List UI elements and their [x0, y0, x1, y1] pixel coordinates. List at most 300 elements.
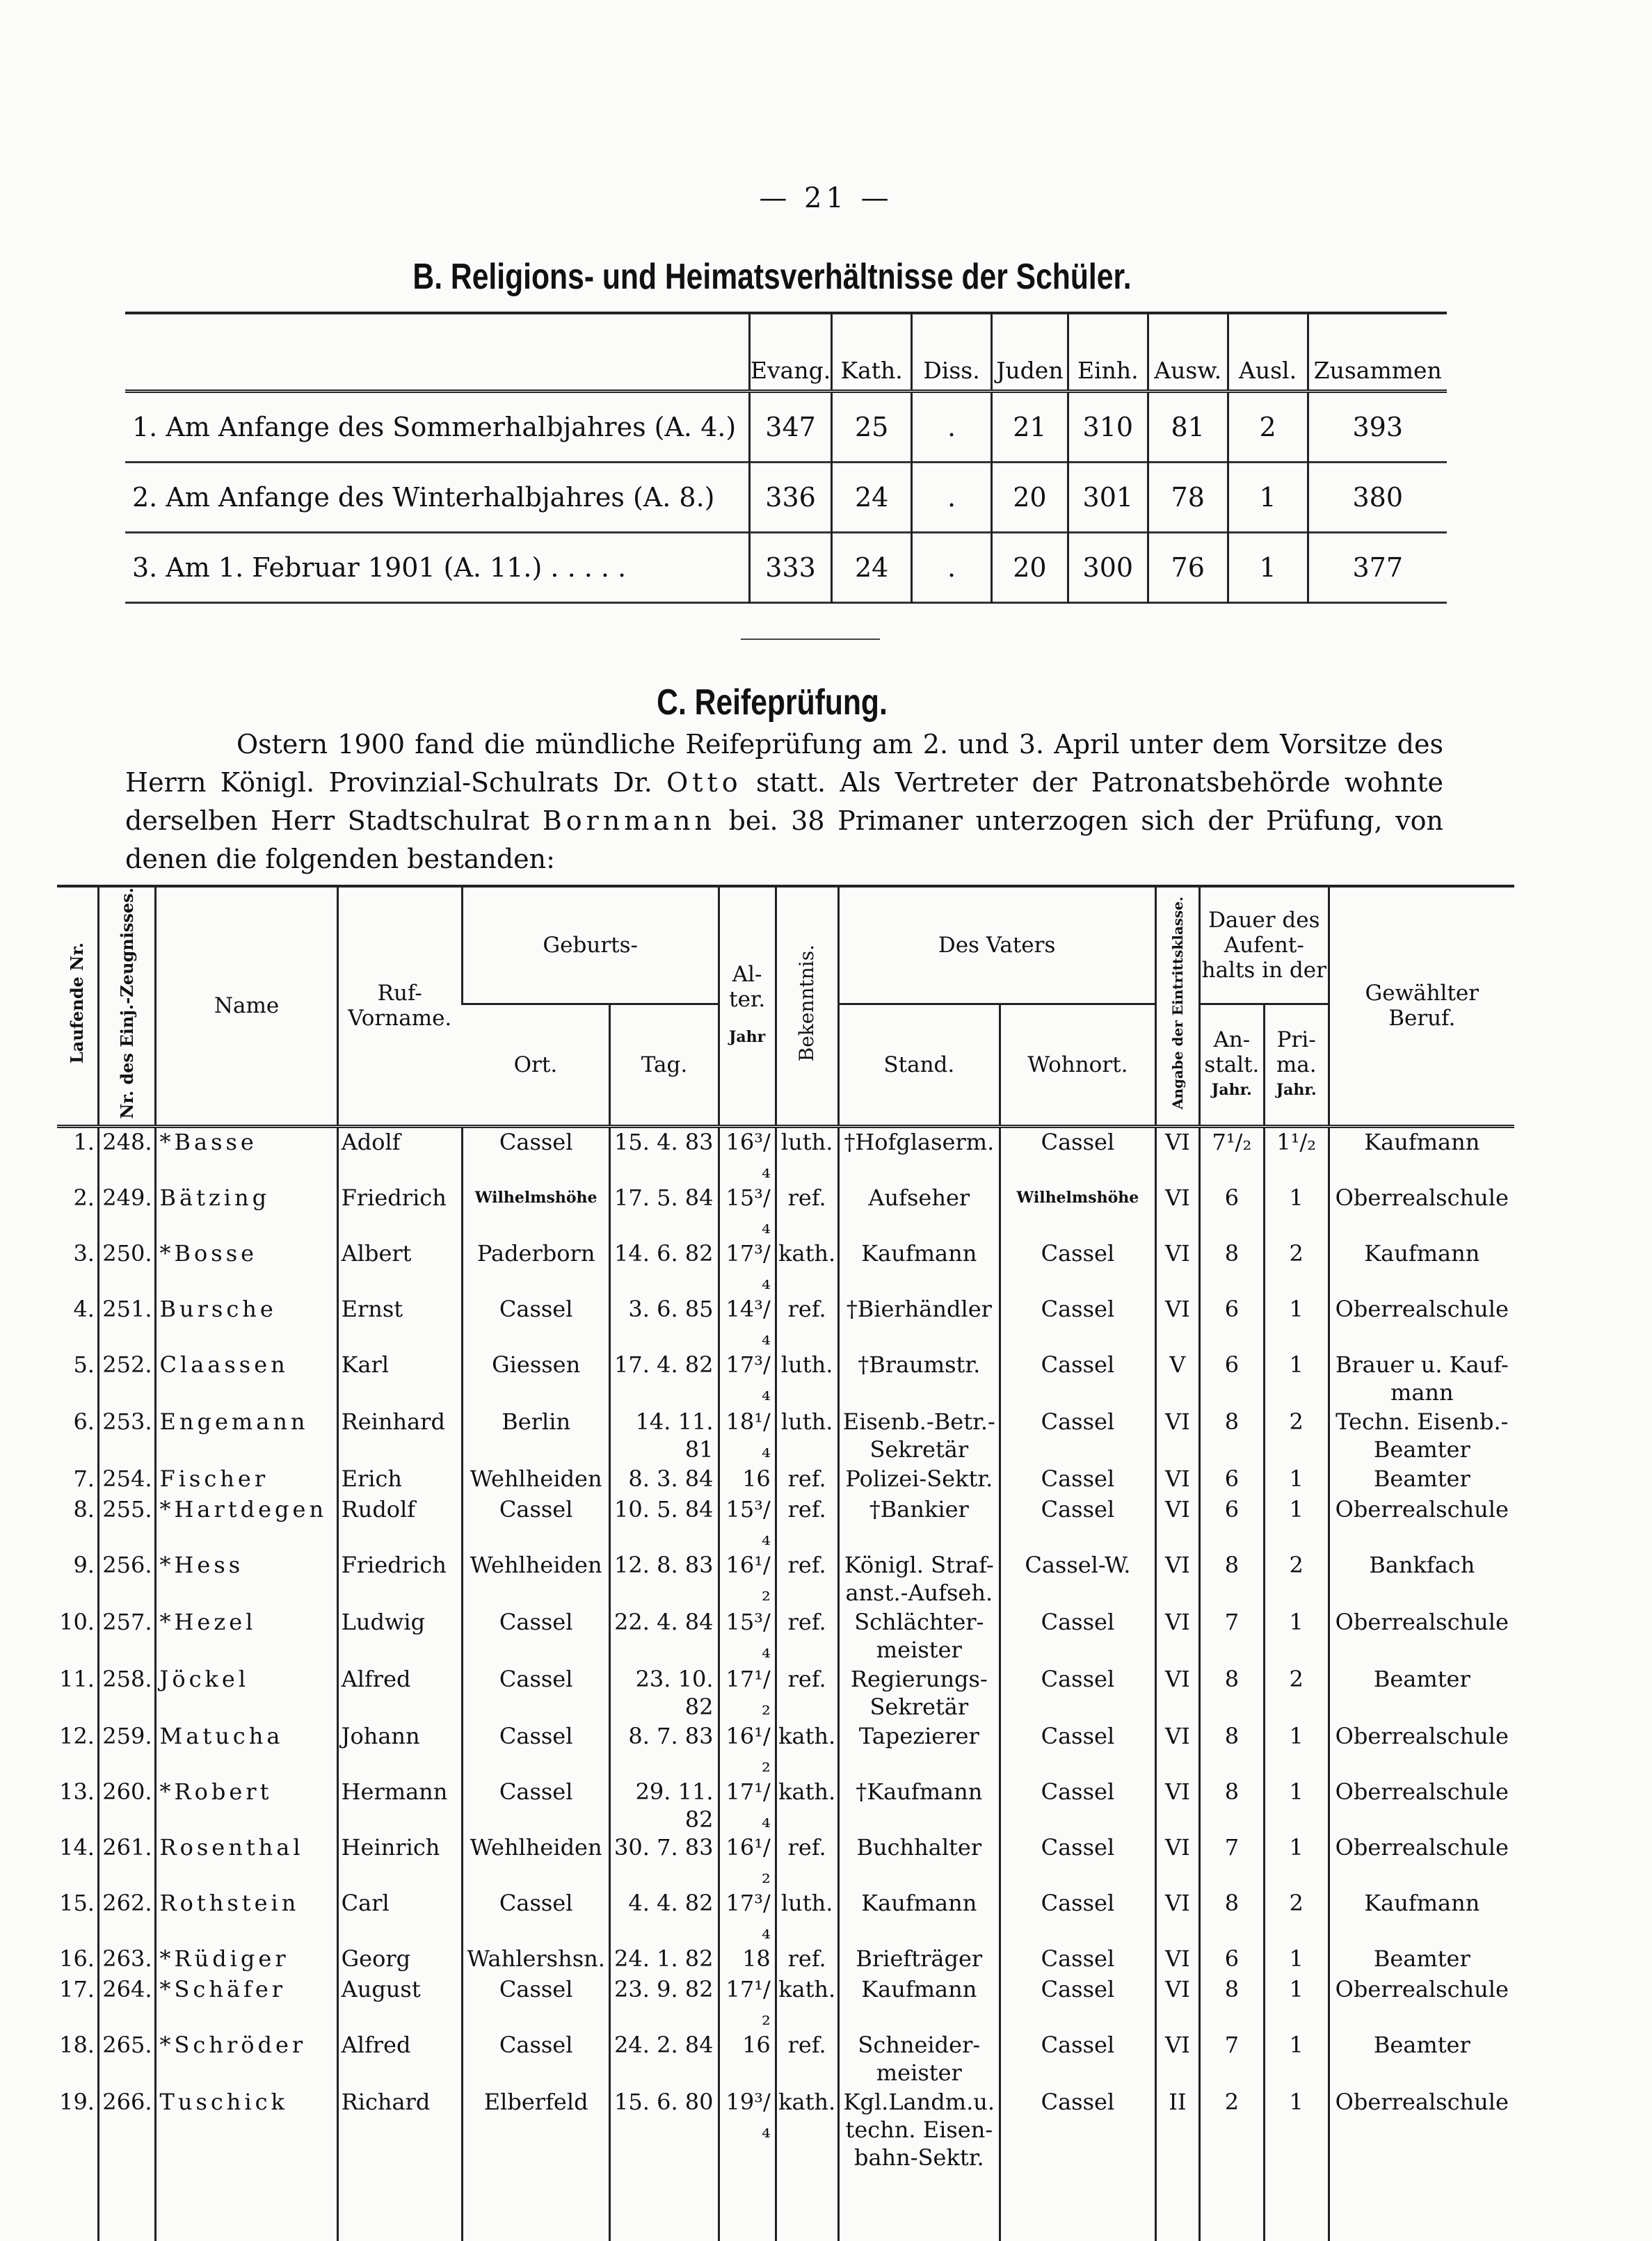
lfd-cell: 17.: [59, 1975, 95, 2002]
lfd-cell: 19.: [59, 2088, 95, 2115]
klasse-cell: VI: [1155, 1551, 1199, 1608]
klasse-cell: V: [1155, 1351, 1199, 1408]
section-c-heading: C. Reifeprüfung.: [657, 682, 888, 723]
header-anstalt: An- stalt. Jahr.: [1199, 1004, 1264, 1126]
section-b-heading: B. Religions- und Heimatsverhältnisse der Schüler.: [412, 257, 1132, 297]
nr-cell: 253.: [98, 1408, 156, 1465]
nr-cell: 248.: [98, 1126, 156, 1184]
col-kath: Kath.: [832, 313, 912, 392]
prima-cell: 2: [1264, 1889, 1329, 1945]
row-value: 24: [832, 463, 912, 533]
ort-cell: Cassel: [462, 1495, 610, 1551]
lfd-cell: 8.: [73, 1495, 95, 1523]
beruf-cell: Kaufmann: [1329, 1126, 1514, 1184]
stand-cell: †Braumstr.: [838, 1351, 1000, 1408]
row-value: .: [912, 533, 992, 603]
tag-cell: 4. 4. 82: [610, 1889, 719, 1945]
tag-cell: 29. 11. 82: [610, 1778, 719, 1833]
prima-cell: 1: [1264, 2088, 1329, 2171]
wohnort-cell: Cassel: [1000, 1722, 1156, 1778]
header-wohnort: Wohnort.: [1000, 1004, 1156, 1126]
nr-cell: 257.: [98, 1608, 156, 1665]
klasse-cell: VI: [1155, 1665, 1199, 1722]
vorname-cell: Reinhard: [337, 1408, 462, 1465]
ort-cell: Wilhelmshöhe: [462, 1184, 610, 1239]
prima-cell: 1: [1264, 1295, 1329, 1351]
beruf-cell: Beamter: [1329, 1465, 1514, 1495]
klasse-cell: VI: [1155, 1184, 1199, 1239]
anstalt-cell: 8: [1199, 1239, 1264, 1295]
alter-cell: 17¹/₄: [719, 1778, 776, 1833]
nr-cell: 265.: [98, 2031, 156, 2088]
stand-cell: Kaufmann: [838, 1239, 1000, 1295]
header-name: Name: [156, 886, 337, 1126]
col-ausw: Ausw.: [1148, 313, 1228, 392]
row-value: 347: [749, 392, 831, 463]
anstalt-cell: 8: [1199, 1889, 1264, 1945]
header-blank: [125, 313, 749, 392]
beruf-cell: Beamter: [1329, 1945, 1514, 1975]
empty-cell: [776, 2171, 838, 2241]
anstalt-cell: 6: [1199, 1945, 1264, 1975]
nr-cell: 254.: [98, 1465, 156, 1495]
beruf-cell: Beamter: [1329, 1665, 1514, 1722]
row-value: 78: [1148, 463, 1228, 533]
col-evang: Evang.: [749, 313, 831, 392]
vorname-cell: Ludwig: [337, 1608, 462, 1665]
alter-cell: 15³/₄: [719, 1184, 776, 1239]
wohnort-cell: Cassel: [1000, 1495, 1156, 1551]
alter-cell: 16¹/₂: [719, 1833, 776, 1889]
lfd-cell: 18.: [59, 2031, 95, 2058]
row-value: 380: [1308, 463, 1447, 533]
beruf-cell: Oberrealschule: [1329, 1184, 1514, 1239]
graduate-row: [57, 2088, 1514, 2171]
row-value: 377: [1308, 533, 1447, 603]
examiner-name: Otto: [666, 767, 742, 798]
ort-cell: Berlin: [462, 1408, 610, 1465]
vorname-cell: Karl: [337, 1351, 462, 1408]
row-value: 1: [1228, 533, 1308, 603]
ort-cell: Cassel: [462, 1126, 610, 1184]
bekenntnis-cell: ref.: [776, 2031, 838, 2088]
lfd-cell: 10.: [59, 1608, 95, 1635]
prima-cell: 1: [1264, 1722, 1329, 1778]
anstalt-cell: 6: [1199, 1495, 1264, 1551]
tag-cell: 17. 5. 84: [610, 1184, 719, 1239]
wohnort-cell: Cassel: [1000, 2088, 1156, 2171]
name-cell: *Robert: [156, 1778, 337, 1833]
paragraph-text-1: Ostern 1900 fand die mündliche Reifeprüfung am 2. und 3. April unter dem Vorsitze des Herrn Königl. Provinzial-Schulrats Dr.: [125, 729, 1443, 798]
stand-cell: Eisenb.-Betr.-Sekretär: [838, 1408, 1000, 1465]
nr-cell: 252.: [98, 1351, 156, 1408]
tag-cell: 15. 4. 83: [610, 1126, 719, 1184]
vorname-cell: Friedrich: [337, 1551, 462, 1608]
stand-cell: Polizei-Sektr.: [838, 1465, 1000, 1495]
beruf-cell: Oberrealschule: [1329, 1608, 1514, 1665]
header-eintrittsklasse: Angabe der Eintrittsklasse.: [1155, 886, 1199, 1126]
klasse-cell: VI: [1155, 1778, 1199, 1833]
header-alter: Al- ter. Jahr: [719, 886, 776, 1126]
tag-cell: 17. 4. 82: [610, 1351, 719, 1408]
lfd-cell: 4.: [73, 1295, 95, 1322]
col-ausl: Ausl.: [1228, 313, 1308, 392]
tag-cell: 23. 9. 82: [610, 1975, 719, 2031]
row-label: 3. Am 1. Februar 1901 (A. 11.) . . . . .: [132, 552, 627, 583]
ort-cell: Wehlheiden: [462, 1551, 610, 1608]
tag-cell: 14. 11. 81: [610, 1408, 719, 1465]
graduate-row: [57, 1126, 1514, 1184]
name-cell: Claassen: [156, 1351, 337, 1408]
prima-cell: 1: [1264, 1833, 1329, 1889]
lfd-cell: 15.: [59, 1889, 95, 1916]
klasse-cell: VI: [1155, 1239, 1199, 1295]
klasse-cell: VI: [1155, 1889, 1199, 1945]
lfd-cell: 1.: [73, 1128, 95, 1155]
stand-cell: Regierungs-Sekretär: [838, 1665, 1000, 1722]
anstalt-cell: 7: [1199, 1833, 1264, 1889]
row-label: 1. Am Anfange des Sommerhalbjahres (A. 4.): [132, 412, 737, 442]
row-value: 2: [1228, 392, 1308, 463]
bekenntnis-cell: ref.: [776, 1833, 838, 1889]
header-des-vaters: Des Vaters: [838, 886, 1155, 1004]
anstalt-cell: 8: [1199, 1551, 1264, 1608]
lfd-cell: 6.: [73, 1408, 95, 1435]
vorname-cell: Alfred: [337, 2031, 462, 2088]
lfd-cell: 3.: [73, 1239, 95, 1267]
name-cell: *Hartdegen: [156, 1495, 337, 1551]
beruf-cell: Oberrealschule: [1329, 1722, 1514, 1778]
prima-cell: 2: [1264, 1408, 1329, 1465]
bekenntnis-cell: kath.: [776, 1975, 838, 2031]
vorname-cell: Albert: [337, 1239, 462, 1295]
prima-cell: 2: [1264, 1551, 1329, 1608]
bekenntnis-cell: luth.: [776, 1351, 838, 1408]
klasse-cell: VI: [1155, 1833, 1199, 1889]
beruf-cell: Oberrealschule: [1329, 1833, 1514, 1889]
beruf-cell: Oberrealschule: [1329, 1778, 1514, 1833]
vorname-cell: Rudolf: [337, 1495, 462, 1551]
lfd-cell: 14.: [59, 1833, 95, 1861]
table-filler-row: [57, 2171, 1514, 2241]
religion-table-header: [125, 313, 1447, 392]
row-value: 25: [832, 392, 912, 463]
wohnort-cell: Cassel: [1000, 1465, 1156, 1495]
bekenntnis-cell: ref.: [776, 1945, 838, 1975]
header-ort: Ort.: [462, 1004, 610, 1126]
row-label: 2. Am Anfange des Winterhalbjahres (A. 8.): [132, 482, 715, 513]
wohnort-cell: Cassel-W.: [1000, 1551, 1156, 1608]
stand-cell: Schneider-meister: [838, 2031, 1000, 2088]
stand-cell: Briefträger: [838, 1945, 1000, 1975]
ort-cell: Cassel: [462, 2031, 610, 2088]
religion-row: [125, 392, 1447, 463]
anstalt-cell: 6: [1199, 1184, 1264, 1239]
row-value: 81: [1148, 392, 1228, 463]
prima-cell: 1: [1264, 1465, 1329, 1495]
ort-cell: Cassel: [462, 1295, 610, 1351]
bekenntnis-cell: ref.: [776, 1495, 838, 1551]
nr-cell: 249.: [98, 1184, 156, 1239]
beruf-cell: Bankfach: [1329, 1551, 1514, 1608]
graduate-row: [57, 1495, 1514, 1551]
tag-cell: 14. 6. 82: [610, 1239, 719, 1295]
graduate-row: [57, 1665, 1514, 1722]
header-bekenntnis: Bekenntnis.: [776, 886, 838, 1126]
vorname-cell: Friedrich: [337, 1184, 462, 1239]
nr-cell: 264.: [98, 1975, 156, 2031]
alter-cell: 17³/₄: [719, 1351, 776, 1408]
klasse-cell: VI: [1155, 2031, 1199, 2088]
vorname-cell: August: [337, 1975, 462, 2031]
religion-row: [125, 463, 1447, 533]
religion-row: [125, 533, 1447, 603]
graduate-row: [57, 1833, 1514, 1889]
graduate-row: [57, 1889, 1514, 1945]
alter-cell: 16: [719, 1465, 776, 1495]
beruf-cell: Kaufmann: [1329, 1889, 1514, 1945]
name-cell: Tuschick: [156, 2088, 337, 2171]
tag-cell: 8. 7. 83: [610, 1722, 719, 1778]
lfd-cell: 7.: [73, 1465, 95, 1492]
row-value: 310: [1068, 392, 1148, 463]
wohnort-cell: Cassel: [1000, 1608, 1156, 1665]
anstalt-cell: 6: [1199, 1351, 1264, 1408]
lfd-cell: 2.: [73, 1184, 95, 1211]
nr-cell: 259.: [98, 1722, 156, 1778]
wohnort-cell: Cassel: [1000, 1295, 1156, 1351]
ort-cell: Cassel: [462, 1889, 610, 1945]
name-cell: Bätzing: [156, 1184, 337, 1239]
wohnort-cell: Cassel: [1000, 1351, 1156, 1408]
alter-cell: 16¹/₂: [719, 1551, 776, 1608]
empty-cell: [337, 2171, 462, 2241]
tag-cell: 24. 2. 84: [610, 2031, 719, 2088]
ort-cell: Giessen: [462, 1351, 610, 1408]
stand-cell: Kgl.Landm.u. techn. Eisen-bahn-Sektr.: [838, 2088, 1000, 2171]
vorname-cell: Hermann: [337, 1778, 462, 1833]
nr-cell: 266.: [98, 2088, 156, 2171]
stand-cell: †Kaufmann: [838, 1778, 1000, 1833]
klasse-cell: VI: [1155, 1465, 1199, 1495]
wohnort-cell: Cassel: [1000, 1408, 1156, 1465]
graduate-row: [57, 1239, 1514, 1295]
wohnort-cell: Cassel: [1000, 1945, 1156, 1975]
vorname-cell: Richard: [337, 2088, 462, 2171]
nr-cell: 255.: [98, 1495, 156, 1551]
exam-paragraph: [125, 725, 1443, 878]
klasse-cell: II: [1155, 2088, 1199, 2171]
bekenntnis-cell: ref.: [776, 1465, 838, 1495]
empty-cell: [838, 2171, 1000, 2241]
lfd-cell: 9.: [73, 1551, 95, 1578]
tag-cell: 10. 5. 84: [610, 1495, 719, 1551]
stand-cell: Schlächter-meister: [838, 1608, 1000, 1665]
wohnort-cell: Cassel: [1000, 1239, 1156, 1295]
empty-cell: [610, 2171, 719, 2241]
graduate-row: [57, 1608, 1514, 1665]
empty-cell: [1329, 2171, 1514, 2241]
paragraph-text-3: bei. 38 Primaner unterzogen sich der Prüfung, von denen die folgenden bestanden:: [125, 805, 1443, 874]
alter-cell: 15³/₄: [719, 1495, 776, 1551]
prima-cell: 1: [1264, 1351, 1329, 1408]
name-cell: *Rüdiger: [156, 1945, 337, 1975]
row-value: 336: [749, 463, 831, 533]
row-value: .: [912, 392, 992, 463]
header-prima: Pri- ma. Jahr.: [1264, 1004, 1329, 1126]
wohnort-cell: Cassel: [1000, 1126, 1156, 1184]
ort-cell: Cassel: [462, 1722, 610, 1778]
wohnort-cell: Cassel: [1000, 1889, 1156, 1945]
name-cell: *Schröder: [156, 2031, 337, 2088]
klasse-cell: VI: [1155, 1608, 1199, 1665]
klasse-cell: VI: [1155, 1126, 1199, 1184]
empty-cell: [57, 2171, 98, 2241]
graduate-row: [57, 1351, 1514, 1408]
stand-cell: Königl. Straf-anst.-Aufseh.: [838, 1551, 1000, 1608]
header-dauer: Dauer des Aufent- halts in der: [1199, 886, 1329, 1004]
header-rufvorname: Ruf- Vorname.: [337, 886, 462, 1126]
tag-cell: 23. 10. 82: [610, 1665, 719, 1722]
tag-cell: 24. 1. 82: [610, 1945, 719, 1975]
prima-cell: 1: [1264, 1608, 1329, 1665]
empty-cell: [1000, 2171, 1156, 2241]
anstalt-cell: 7: [1199, 2031, 1264, 2088]
beruf-cell: Brauer u. Kauf-mann: [1329, 1351, 1514, 1408]
name-cell: Bursche: [156, 1295, 337, 1351]
graduate-row: [57, 1551, 1514, 1608]
bekenntnis-cell: ref.: [776, 1608, 838, 1665]
bekenntnis-cell: luth.: [776, 1408, 838, 1465]
tag-cell: 30. 7. 83: [610, 1833, 719, 1889]
ort-cell: Cassel: [462, 1975, 610, 2031]
anstalt-cell: 8: [1199, 1778, 1264, 1833]
bekenntnis-cell: kath.: [776, 1778, 838, 1833]
wohnort-cell: Wilhelmshöhe: [1000, 1184, 1156, 1239]
empty-cell: [1264, 2171, 1329, 2241]
row-value: 20: [991, 533, 1068, 603]
prima-cell: 1: [1264, 1778, 1329, 1833]
stand-cell: †Bierhändler: [838, 1295, 1000, 1351]
name-cell: Matucha: [156, 1722, 337, 1778]
klasse-cell: VI: [1155, 1408, 1199, 1465]
empty-cell: [156, 2171, 337, 2241]
tag-cell: 12. 8. 83: [610, 1551, 719, 1608]
prima-cell: 1: [1264, 2031, 1329, 2088]
bekenntnis-cell: kath.: [776, 1722, 838, 1778]
row-value: .: [912, 463, 992, 533]
graduate-row: [57, 1295, 1514, 1351]
alter-cell: 18: [719, 1945, 776, 1975]
row-value: 20: [991, 463, 1068, 533]
wohnort-cell: Cassel: [1000, 1833, 1156, 1889]
nr-cell: 260.: [98, 1778, 156, 1833]
graduate-row: [57, 1408, 1514, 1465]
header-tag: Tag.: [610, 1004, 719, 1126]
ort-cell: Cassel: [462, 1778, 610, 1833]
prima-cell: 2: [1264, 1239, 1329, 1295]
beruf-cell: Oberrealschule: [1329, 1295, 1514, 1351]
name-cell: *Bosse: [156, 1239, 337, 1295]
vorname-cell: Adolf: [337, 1126, 462, 1184]
col-zusammen: Zusammen: [1308, 313, 1447, 392]
anstalt-cell: 8: [1199, 1408, 1264, 1465]
name-cell: Jöckel: [156, 1665, 337, 1722]
col-diss: Diss.: [912, 313, 992, 392]
anstalt-cell: 8: [1199, 1722, 1264, 1778]
name-cell: *Hezel: [156, 1608, 337, 1665]
empty-cell: [98, 2171, 156, 2241]
header-laufende-nr: Laufende Nr.: [66, 942, 87, 1064]
bekenntnis-cell: luth.: [776, 1126, 838, 1184]
stand-cell: Kaufmann: [838, 1889, 1000, 1945]
wohnort-cell: Cassel: [1000, 1975, 1156, 2031]
name-cell: Engemann: [156, 1408, 337, 1465]
beruf-cell: Techn. Eisenb.-Beamter: [1329, 1408, 1514, 1465]
lfd-cell: 12.: [59, 1722, 95, 1749]
beruf-cell: Oberrealschule: [1329, 1975, 1514, 2031]
councillor-name: Bornmann: [542, 805, 716, 836]
graduate-row: [57, 1975, 1514, 2031]
vorname-cell: Johann: [337, 1722, 462, 1778]
col-einh: Einh.: [1068, 313, 1148, 392]
stand-cell: Aufseher: [838, 1184, 1000, 1239]
alter-cell: 16¹/₂: [719, 1722, 776, 1778]
name-cell: *Basse: [156, 1126, 337, 1184]
vorname-cell: Heinrich: [337, 1833, 462, 1889]
nr-cell: 251.: [98, 1295, 156, 1351]
tag-cell: 3. 6. 85: [610, 1295, 719, 1351]
empty-cell: [1199, 2171, 1264, 2241]
ort-cell: Cassel: [462, 1665, 610, 1722]
nr-cell: 256.: [98, 1551, 156, 1608]
prima-cell: 1: [1264, 1495, 1329, 1551]
row-value: 24: [832, 533, 912, 603]
prima-cell: 1: [1264, 1945, 1329, 1975]
beruf-cell: Oberrealschule: [1329, 2088, 1514, 2171]
empty-cell: [1155, 2171, 1199, 2241]
page-number: — 21 —: [759, 182, 893, 214]
bekenntnis-cell: ref.: [776, 1665, 838, 1722]
stand-cell: †Bankier: [838, 1495, 1000, 1551]
anstalt-cell: 6: [1199, 1295, 1264, 1351]
alter-cell: 14³/₄: [719, 1295, 776, 1351]
section-divider: [741, 638, 880, 640]
row-value: 301: [1068, 463, 1148, 533]
bekenntnis-cell: ref.: [776, 1184, 838, 1239]
klasse-cell: VI: [1155, 1975, 1199, 2031]
prima-cell: 1¹/₂: [1264, 1126, 1329, 1184]
nr-cell: 262.: [98, 1889, 156, 1945]
name-cell: *Schäfer: [156, 1975, 337, 2031]
graduate-row: [57, 1945, 1514, 1975]
tag-cell: 15. 6. 80: [610, 2088, 719, 2171]
alter-cell: 18¹/₄: [719, 1408, 776, 1465]
ort-cell: Wehlheiden: [462, 1465, 610, 1495]
name-cell: Rosenthal: [156, 1833, 337, 1889]
lfd-cell: 13.: [59, 1778, 95, 1805]
empty-cell: [719, 2171, 776, 2241]
ort-cell: Wahlershsn.: [462, 1945, 610, 1975]
name-cell: Fischer: [156, 1465, 337, 1495]
bekenntnis-cell: luth.: [776, 1889, 838, 1945]
ort-cell: Wehlheiden: [462, 1833, 610, 1889]
name-cell: Rothstein: [156, 1889, 337, 1945]
alter-cell: 16³/₄: [719, 1126, 776, 1184]
row-value: 393: [1308, 392, 1447, 463]
prima-cell: 2: [1264, 1665, 1329, 1722]
vorname-cell: Ernst: [337, 1295, 462, 1351]
